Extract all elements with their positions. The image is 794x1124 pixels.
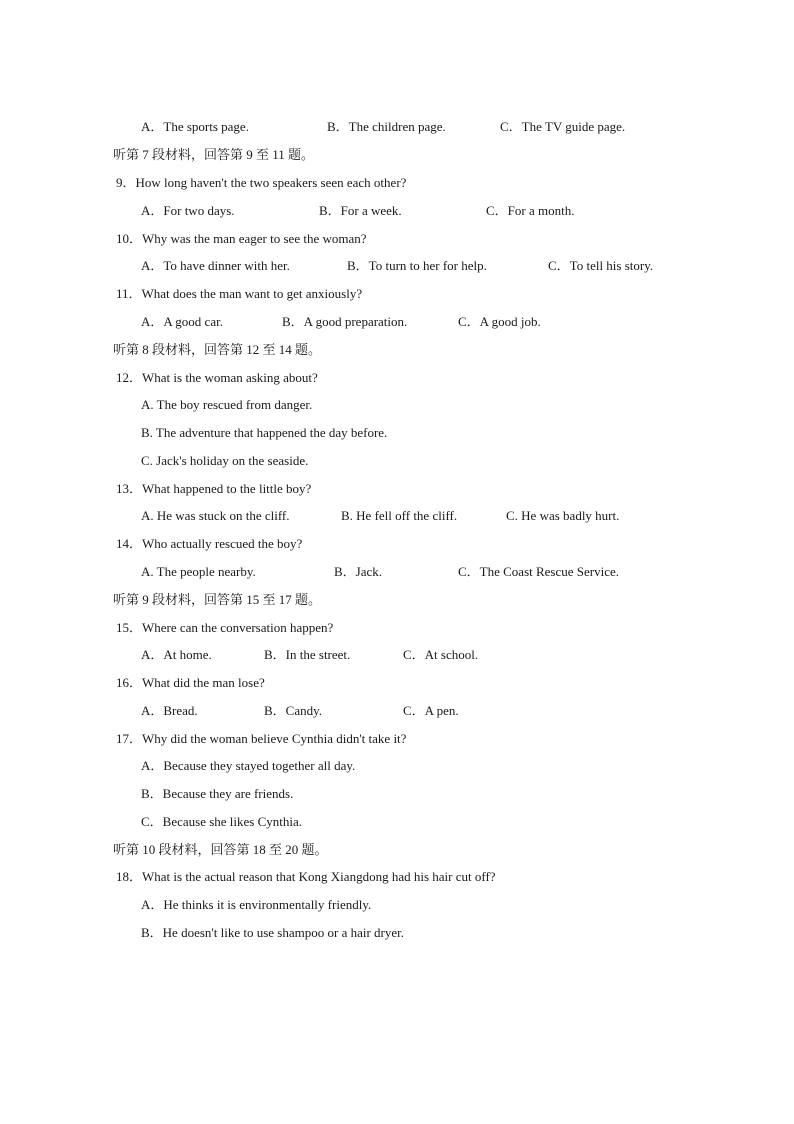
q10-option-a: A．To have dinner with her. [141,258,290,273]
q8-option-c: C．The TV guide page. [500,119,626,134]
q11-option-b: B．A good preparation. [282,314,408,329]
q17-option-a: A．Because they stayed together all day. [141,758,356,773]
question-13: 13．What happened to the little boy? [116,481,312,496]
q10-option-b: B．To turn to her for help. [347,258,487,273]
q13-option-a: A. He was stuck on the cliff. [141,508,290,523]
q16-option-b: B．Candy. [264,703,323,718]
q9-option-b: B．For a week. [319,203,402,218]
q15-option-b: B．In the street. [264,647,351,662]
q14-option-b: B．Jack. [334,564,383,579]
q18-option-b: B．He doesn't like to use shampoo or a hair dryer. [141,925,405,940]
q8-option-b: B．The children page. [327,119,446,134]
section-10-heading: 听第 10 段材料，回答第 18 至 20 题。 [113,842,328,857]
q9-option-a: A．For two days. [141,203,235,218]
section-8-heading: 听第 8 段材料，回答第 12 至 14 题。 [113,342,322,357]
q11-option-c: C．A good job. [458,314,541,329]
q14-option-a: A. The people nearby. [141,564,256,579]
q15-option-a: A．At home. [141,647,212,662]
q16-option-c: C．A pen. [403,703,459,718]
q16-option-a: A．Bread. [141,703,198,718]
question-15: 15．Where can the conversation happen? [116,620,334,635]
q13-option-c: C. He was badly hurt. [506,508,620,523]
section-9-heading: 听第 9 段材料，回答第 15 至 17 题。 [113,592,322,607]
section-7-heading: 听第 7 段材料，回答第 9 至 11 题。 [113,147,315,162]
q12-option-c: C. Jack's holiday on the seaside. [141,453,309,468]
q18-option-a: A．He thinks it is environmentally friendly. [141,897,372,912]
question-11: 11．What does the man want to get anxiously? [116,286,363,301]
question-18: 18．What is the actual reason that Kong Xiangdong had his hair cut off? [116,869,496,884]
question-9: 9．How long haven't the two speakers seen each other? [116,175,407,190]
q15-option-c: C．At school. [403,647,479,662]
question-10: 10．Why was the man eager to see the woman? [116,231,367,246]
q14-option-c: C．The Coast Rescue Service. [458,564,620,579]
q17-option-b: B．Because they are friends. [141,786,294,801]
q8-option-a: A．The sports page. [141,119,249,134]
question-12: 12．What is the woman asking about? [116,370,318,385]
q17-option-c: C．Because she likes Cynthia. [141,814,303,829]
q12-option-b: B. The adventure that happened the day before. [141,425,388,440]
question-17: 17．Why did the woman believe Cynthia didn't take it? [116,731,407,746]
q10-option-c: C．To tell his story. [548,258,654,273]
q12-option-a: A. The boy rescued from danger. [141,397,313,412]
question-14: 14．Who actually rescued the boy? [116,536,303,551]
question-16: 16．What did the man lose? [116,675,265,690]
q11-option-a: A．A good car. [141,314,223,329]
q9-option-c: C．For a month. [486,203,575,218]
q13-option-b: B. He fell off the cliff. [341,508,458,523]
